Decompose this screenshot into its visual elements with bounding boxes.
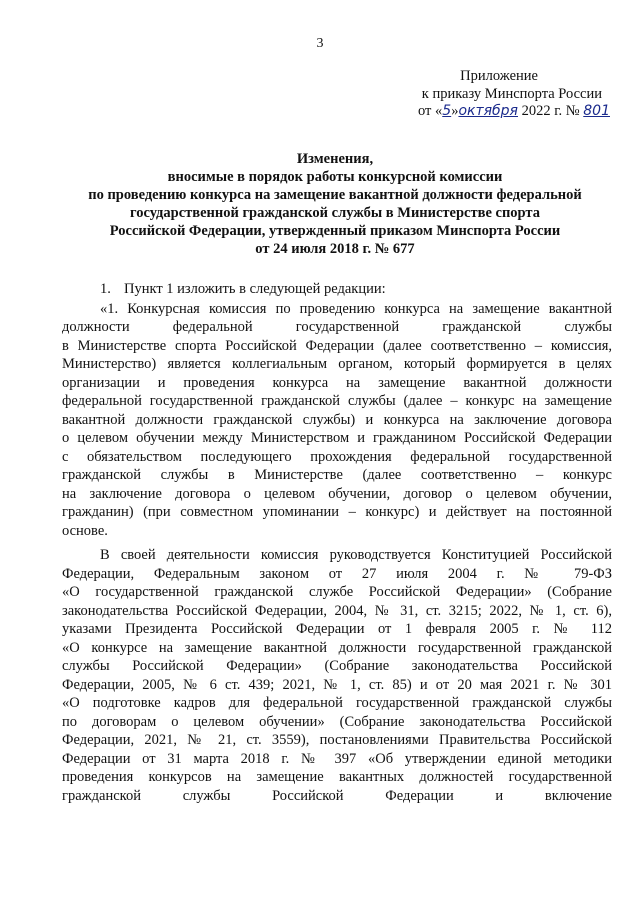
appendix-order-reference: к приказу Минспорта России — [421, 85, 602, 102]
paragraph-1 — [62, 300, 612, 541]
paragraph-line: должности федеральной государственной гражданской службы — [62, 319, 612, 335]
handwritten-month: октября — [458, 103, 518, 119]
title-line: вносимые в порядок работы конкурсной комиссии — [167, 169, 503, 185]
paragraph-line: о целевом обучении между Министерством и гражданином Российской Федерации — [62, 430, 612, 446]
paragraph-line: Министерство) является коллегиальным органом, который формируется в целях — [62, 356, 612, 372]
document-title — [55, 150, 615, 258]
date-suffix: 2022 г. № — [517, 103, 584, 119]
paragraph-line: с обязательством последующего прохождения федеральной государственной — [62, 448, 612, 465]
paragraph-line: «1. Конкурсная комиссия по проведению конкурса на замещение вакантной — [100, 300, 612, 317]
paragraph-line: проведения конкурсов на замещение вакантных должностей государственной — [62, 769, 612, 785]
handwritten-day: 5 — [442, 103, 452, 119]
paragraph-line: гражданской службы Российской Федерации и включение — [62, 787, 612, 804]
title-line: Российской Федерации, утвержденный приказом Минспорта России — [109, 223, 561, 239]
paragraph-line: в Министерстве спорта Российской Федерации (далее соответственно – комиссия, — [62, 337, 612, 354]
title-line: государственной гражданской службы в Министерстве спорта — [130, 205, 540, 221]
paragraph-line: основе. — [62, 522, 108, 539]
item-number: 1. — [100, 281, 111, 297]
paragraph-line: Федерации от 31 марта 2018 г. № 397 «Об утверждении единой методики — [62, 750, 612, 767]
handwritten-order-number: 801 — [583, 103, 610, 119]
paragraph-line: «О подготовке кадров для федеральной государственной гражданской службы — [62, 695, 612, 711]
paragraph-line: Федерации, Федеральным законом от 27 июля 2004 г. № 79-ФЗ — [62, 565, 612, 582]
document-body — [62, 280, 612, 805]
date-prefix: от « — [417, 103, 443, 119]
appendix-order-date — [380, 103, 610, 121]
paragraph-line: «О конкурсе на замещение вакантной должности государственной гражданской — [62, 639, 612, 656]
appendix-header — [380, 68, 610, 121]
paragraph-line: службы Российской Федерации» (Собрание законодательства Российской — [62, 658, 612, 674]
paragraph-line: законодательства Российской Федерации, 2004, № 31, ст. 3215; 2022, № 1, ст. 6), — [62, 602, 612, 619]
item-text: Пункт 1 изложить в следующей редакции: — [124, 281, 386, 297]
paragraph-line: Федерации, 2021, № 21, ст. 3559), постановлениями Правительства Российской — [62, 732, 612, 748]
paragraph-line: гражданской службы в Министерстве (далее соответственно – конкурс — [62, 467, 612, 483]
paragraph-line: по договорам о целевом обучении» (Собрание законодательства Российской — [62, 713, 612, 730]
paragraph-line: гражданин) (при совместном упоминании – конкурс) и действует на постоянной — [62, 504, 612, 520]
paragraph-line: федеральной государственной гражданской службы (далее – конкурс на замещение — [62, 393, 612, 409]
paragraph-line: Федерации, 2005, № 6 ст. 439; 2021, № 1, ст. 85) и от 20 мая 2021 г. № 301 — [62, 676, 612, 693]
paragraph-line: вакантной должности гражданской службы) и конкурса на заключение договора — [62, 411, 612, 428]
title-line: от 24 июля 2018 г. № 677 — [255, 241, 415, 257]
paragraph-line: организации и проведения конкурса на замещение вакантной должности — [62, 374, 612, 391]
title-line: Изменения, — [296, 151, 374, 167]
page-number: 3 — [316, 36, 324, 51]
title-line: по проведению конкурса на замещение вакантной должности федеральной — [88, 187, 582, 203]
paragraph-line: В своей деятельности комиссия руководствуется Конституцией Российской — [100, 547, 612, 563]
paragraph-line: на заключение договора о целевом обучении, договор о целевом обучении, — [62, 485, 612, 502]
paragraph-2 — [62, 546, 612, 805]
item-1-heading — [62, 280, 612, 299]
appendix-title: Приложение — [460, 68, 538, 84]
date-mid: » — [451, 103, 459, 119]
paragraph-line: указами Президента Российской Федерации от 1 февраля 2005 г. № 112 — [62, 621, 612, 637]
paragraph-line: «О государственной гражданской службе Российской Федерации» (Собрание — [62, 584, 612, 600]
